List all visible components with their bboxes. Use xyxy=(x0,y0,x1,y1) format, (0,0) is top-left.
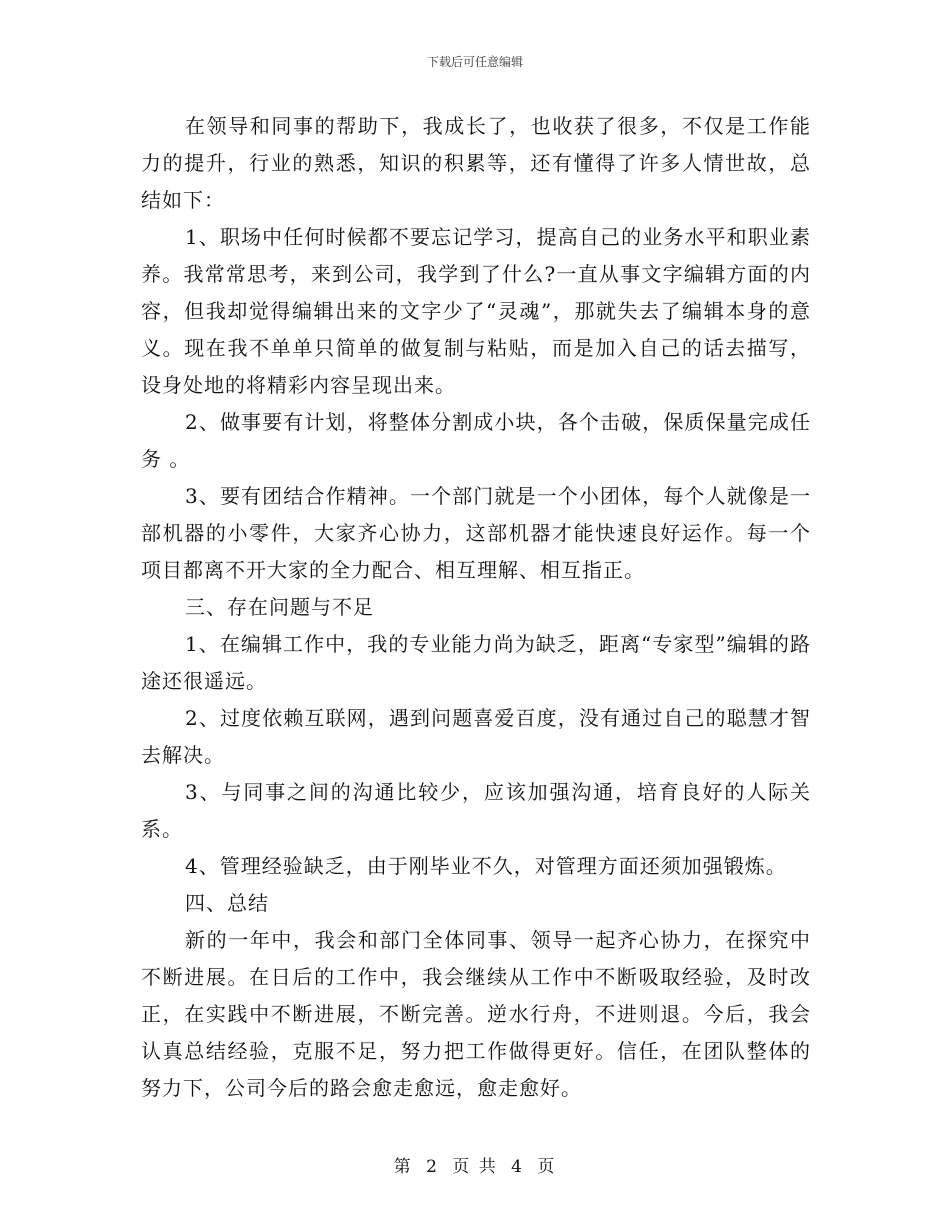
paragraph-problem-2: 2、过度依赖互联网，遇到问题喜爱百度，没有通过自己的聪慧才智去解决。 xyxy=(141,706,811,767)
section-heading-summary: 四、总结 xyxy=(185,891,269,915)
footer-suffix: 页 xyxy=(537,1157,557,1177)
page-number: 2 xyxy=(426,1157,439,1177)
document-body xyxy=(141,108,811,1107)
page-total: 4 xyxy=(511,1157,524,1177)
paragraph-intro: 在领导和同事的帮助下，我成长了，也收获了很多，不仅是工作能力的提升，行业的熟悉，知识的积累等，还有懂得了许多人情世故，总结如下： xyxy=(141,114,811,212)
paragraph-summary: 新的一年中，我会和部门全体同事、领导一起齐心协力，在探究中不断进展。在日后的工作中，我会继续从工作中不断吸取经验，及时改正，在实践中不断进展，不断完善。逆水行舟，不进则退。今后，我会认真总结经验，克服不足，努力把工作做得更好。信任，在团队整体的努力下，公司今后的路会愈走愈远，愈走愈好。 xyxy=(141,928,811,1100)
paragraph-problem-3: 3、与同事之间的沟通比较少，应该加强沟通，培育良好的人际关系。 xyxy=(141,780,811,841)
footer-prefix: 第 xyxy=(393,1157,413,1177)
paragraph-item-2: 2、做事要有计划，将整体分割成小块，各个击破，保质保量完成任务 。 xyxy=(141,410,811,471)
paragraph-item-3: 3、要有团结合作精神。一个部门就是一个小团体，每个人就像是一部机器的小零件，大家齐心协力，这部机器才能快速良好运作。每一个项目都离不开大家的全力配合、相互理解、相互指正。 xyxy=(141,484,811,582)
paragraph-problem-1: 1、在编辑工作中，我的专业能力尚为缺乏，距离“专家型”编辑的路途还很遥远。 xyxy=(141,632,811,693)
page-footer xyxy=(0,1152,950,1177)
page-header: 下载后可任意编辑 xyxy=(426,55,523,69)
section-heading-problems: 三、存在问题与不足 xyxy=(185,595,374,619)
paragraph-problem-4: 4、管理经验缺乏，由于刚毕业不久，对管理方面还须加强锻炼。 xyxy=(185,854,787,878)
footer-middle: 页 共 xyxy=(452,1157,498,1177)
paragraph-item-1: 1、职场中任何时候都不要忘记学习，提高自己的业务水平和职业素养。我常常思考，来到公司，我学到了什么?一直从事文字编辑方面的内容，但我却觉得编辑出来的文字少了“灵魂”，那就失去了编辑本身的意义。现在我不单单只简单的做复制与粘贴，而是加入自己的话去描写，设身处地的将精彩内容呈现出来。 xyxy=(141,225,811,397)
